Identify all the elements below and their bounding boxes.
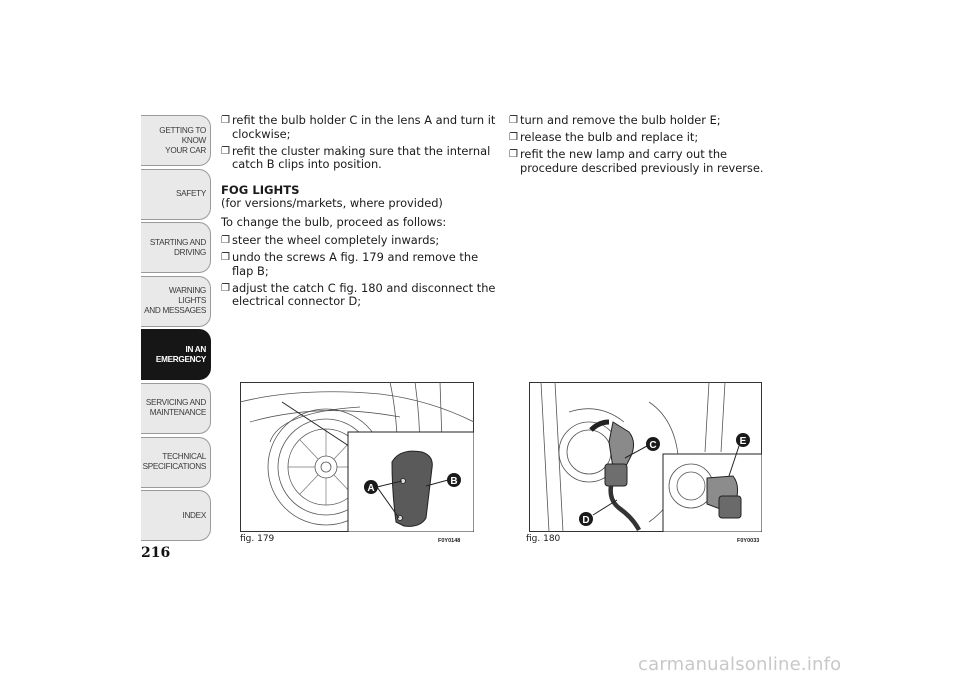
list-item: ❐ refit the cluster making sure that the internal catch B clips into position. [221, 143, 491, 172]
checkbox-icon: ❐ [509, 115, 518, 126]
page-number: 216 [141, 545, 171, 561]
left-column [221, 114, 497, 312]
label-a-icon [364, 480, 378, 494]
chapter-tabs [141, 115, 211, 544]
checkbox-icon: ❐ [509, 132, 518, 144]
checkbox-icon: ❐ [221, 252, 230, 264]
figure-180 [526, 382, 762, 544]
list-item: ❐ steer the wheel completely inwards; [221, 233, 440, 248]
intro-paragraph: To change the bulb, proceed as follows: [221, 214, 447, 229]
figure-code: F0Y0148 [438, 538, 461, 544]
label-c-icon [646, 437, 660, 451]
list-item: ❐ adjust the catch C fig. 180 and disconnect the electrical connector D; [221, 280, 496, 309]
list-item: ❐ turn and remove the bulb holder E; [509, 113, 721, 127]
list-item: ❐ refit the bulb holder C in the lens A and turn it clockwise; [221, 113, 496, 141]
figure-code: F0Y0033 [737, 538, 760, 544]
figure-caption: fig. 180 [526, 534, 561, 544]
fog-light-flap-illustration [240, 382, 474, 532]
figure-179 [240, 382, 474, 544]
figure-caption: fig. 179 [240, 534, 275, 544]
svg-text:D: D [582, 515, 590, 526]
tab-in-an-emergency[interactable]: IN AN EMERGENCY [141, 329, 211, 380]
list-item: ❐ refit the new lamp and carry out the procedure described previously in reverse. [509, 147, 764, 175]
tab-index[interactable]: INDEX [141, 490, 211, 541]
section-heading: FOG LIGHTS [221, 182, 300, 197]
label-e-icon [736, 433, 750, 447]
label-d-icon [579, 512, 593, 526]
checkbox-icon: ❐ [221, 235, 230, 247]
checkbox-icon: ❐ [509, 149, 518, 161]
tab-warning-lights[interactable]: WARNING LIGHTS AND MESSAGES [141, 276, 211, 327]
tab-safety[interactable]: SAFETY [141, 169, 211, 220]
label-b-icon [447, 473, 461, 487]
watermark: carmanualsonline.info [638, 654, 842, 675]
fog-light-bulb-holder-illustration [529, 382, 762, 532]
checkbox-icon: ❐ [221, 282, 230, 294]
checkbox-icon: ❐ [221, 145, 230, 157]
section-subheading: (for versions/markets, where provided) [221, 196, 443, 211]
svg-text:E: E [739, 436, 747, 447]
tab-getting-to-know[interactable]: GETTING TO KNOW YOUR CAR [141, 115, 211, 166]
right-column [509, 114, 771, 179]
tab-starting-driving[interactable]: STARTING AND DRIVING [141, 222, 211, 273]
svg-text:B: B [450, 476, 458, 487]
svg-text:A: A [367, 483, 375, 494]
tab-servicing[interactable]: SERVICING AND MAINTENANCE [141, 383, 211, 434]
list-item: ❐ undo the screws A fig. 179 and remove the flap B; [221, 250, 479, 278]
checkbox-icon: ❐ [221, 115, 230, 126]
svg-text:C: C [649, 440, 657, 451]
list-item: ❐ release the bulb and replace it; [509, 130, 699, 145]
tab-technical-specs[interactable]: TECHNICAL SPECIFICATIONS [141, 437, 211, 488]
